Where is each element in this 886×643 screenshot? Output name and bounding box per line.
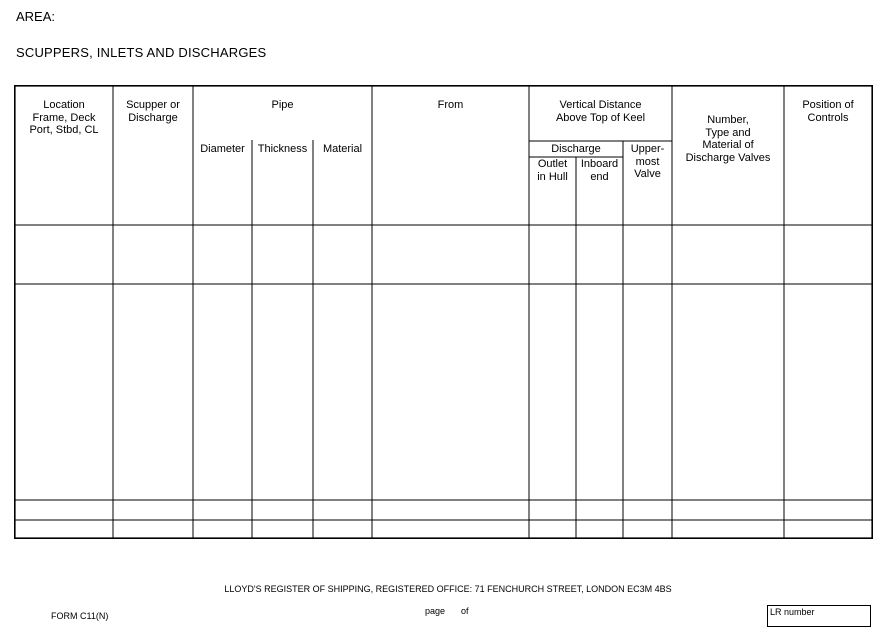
header-scupper: Scupper or Discharge xyxy=(126,99,180,124)
header-discharge-valves: Number, Type and Material of Discharge Valves xyxy=(685,114,771,164)
header-outlet-in-hull: Outlet in Hull xyxy=(537,158,568,183)
header-pipe-diameter: Diameter xyxy=(200,143,245,155)
table-row[interactable] xyxy=(15,521,872,538)
header-discharge: Discharge xyxy=(551,143,601,155)
header-pipe-thickness: Thickness xyxy=(257,143,308,155)
page-of-label: of xyxy=(461,606,469,616)
header-inboard-end: Inboard end xyxy=(580,158,619,183)
header-location: Location Frame, Deck Port, Stbd, CL xyxy=(29,99,99,136)
form-code: FORM C11(N) xyxy=(51,611,109,621)
page-label: page xyxy=(425,606,446,616)
table-row[interactable] xyxy=(15,285,872,499)
table-row[interactable] xyxy=(15,226,872,283)
header-controls: Position of Controls xyxy=(802,99,854,124)
header-from: From xyxy=(437,99,464,111)
header-pipe: Pipe xyxy=(271,99,294,111)
section-title: SCUPPERS, INLETS AND DISCHARGES xyxy=(16,45,267,60)
lr-number-box[interactable] xyxy=(767,605,871,627)
registry-footer: LLOYD'S REGISTER OF SHIPPING, REGISTERED OFFICE: 71 FENCHURCH STREET, LONDON EC3M 4BS xyxy=(224,584,672,594)
header-uppermost-valve: Upper- most Valve xyxy=(630,143,665,180)
table-row[interactable] xyxy=(15,501,872,519)
header-vertical-distance: Vertical Distance Above Top of Keel xyxy=(555,99,646,124)
header-pipe-material: Material xyxy=(322,143,363,155)
lr-number-label: LR number xyxy=(770,607,815,617)
area-label: AREA: xyxy=(16,9,56,24)
